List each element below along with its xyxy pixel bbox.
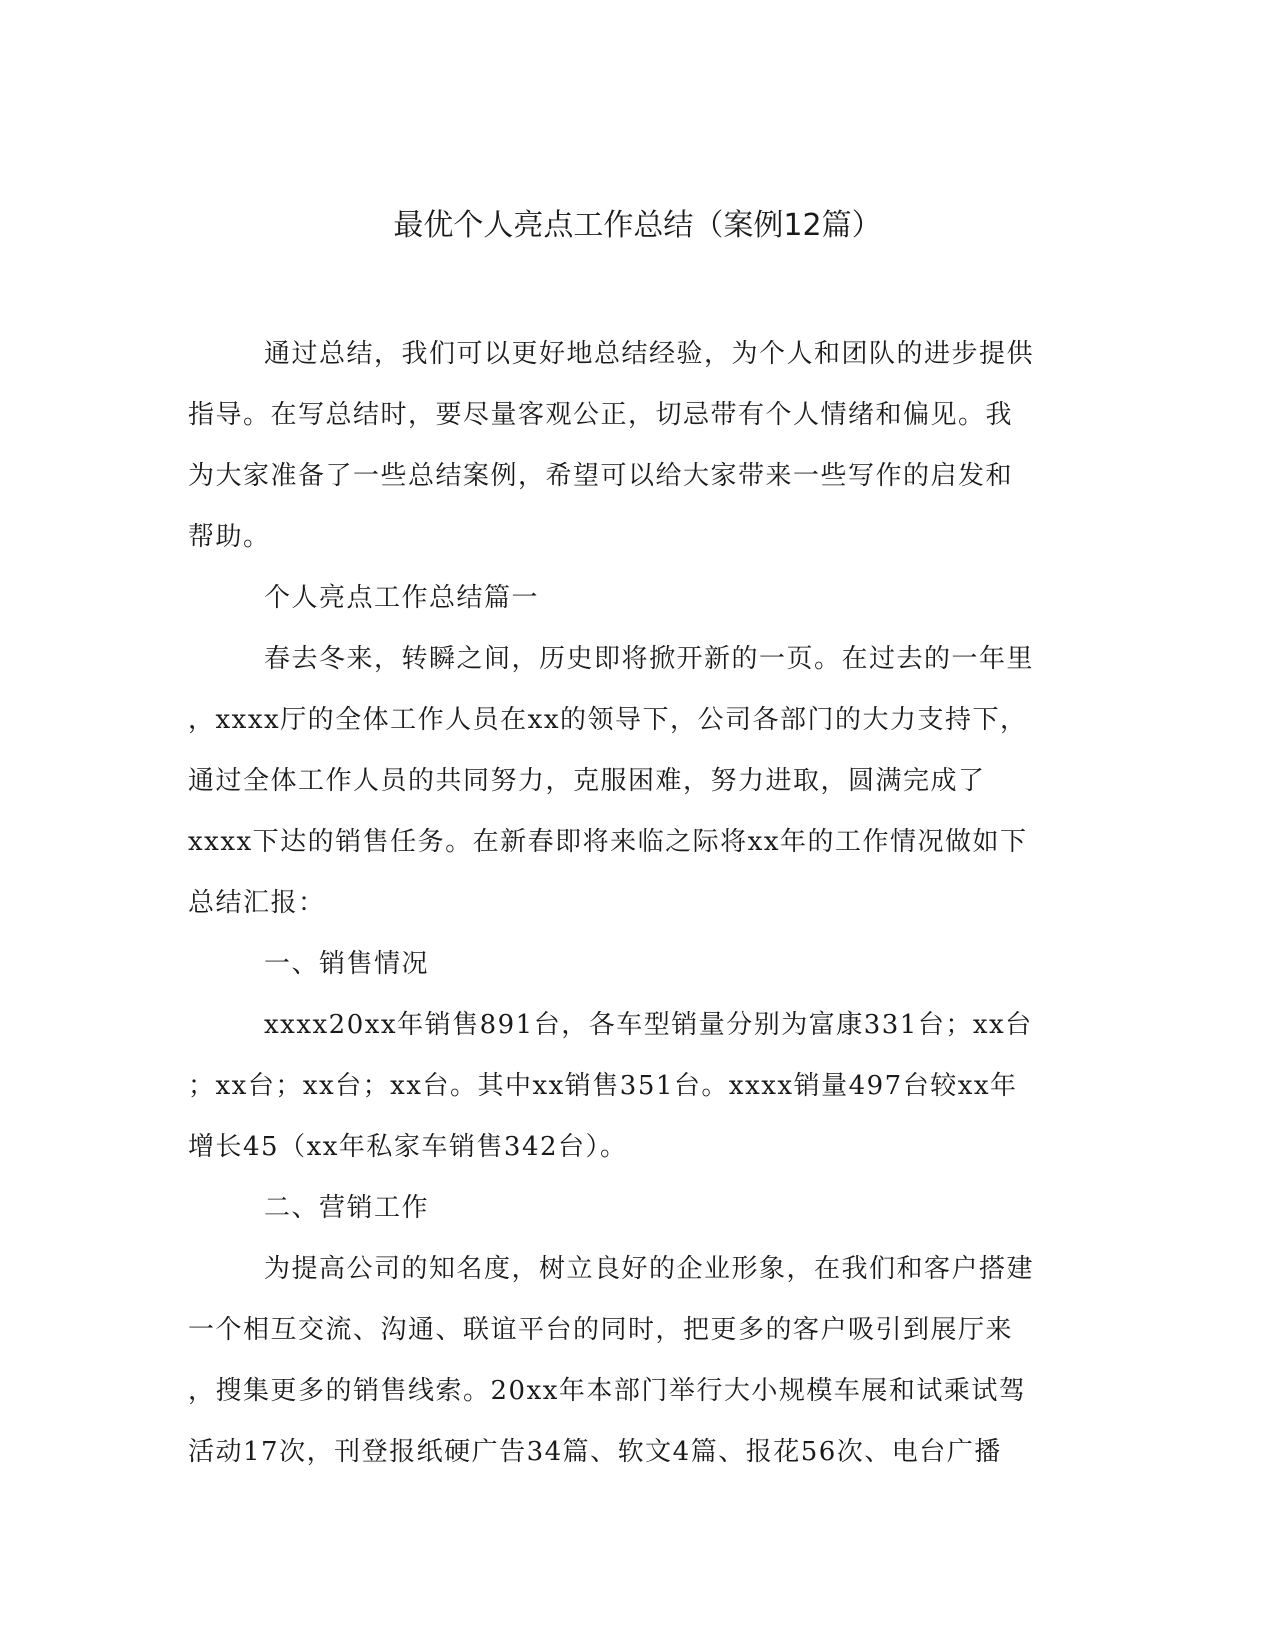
text-line: 帮助。 [188,522,271,552]
document-body [188,324,1068,1483]
text-line: 活动17次，刊登报纸硬广告34篇、软文4篇、报花56次、电台广播 [188,1437,1002,1467]
text-line: ，搜集更多的销售线索。20xx年本部门举行大小规模车展和试乘试驾 [188,1376,1027,1406]
text-line: 总结汇报： [188,888,326,918]
document-title: 最优个人亮点工作总结（案例12篇） [393,208,882,243]
section-heading: 个人亮点工作总结篇一 [264,583,540,613]
paragraph-marketing [188,1239,1068,1483]
text-line: ；xx台；xx台；xx台。其中xx销售351台。xxxx销量497台较xx年 [188,1071,1018,1101]
intro-paragraph [188,324,1068,568]
text-line: 通过全体工作人员的共同努力，克服困难，努力进取，圆满完成了 [188,766,986,796]
paragraph-one [188,629,1068,934]
text-line: 为大家准备了一些总结案例，希望可以给大家带来一些写作的启发和 [188,461,1014,491]
text-line: 增长45（xx年私家车销售342台）。 [188,1132,628,1162]
text-line: 春去冬来，转瞬之间，历史即将掀开新的一页。在过去的一年里 [264,644,1035,674]
text-line: 通过总结，我们可以更好地总结经验，为个人和团队的进步提供 [264,339,1035,369]
text-line: 指导。在写总结时，要尽量客观公正，切忌带有个人情绪和偏见。我 [188,400,1014,430]
sub-heading-marketing: 二、营销工作 [264,1193,430,1223]
paragraph-sales [188,995,1068,1178]
text-line: xxxx下达的销售任务。在新春即将来临之际将xx年的工作情况做如下 [188,827,1028,857]
sub-heading-sales: 一、销售情况 [264,949,430,979]
text-line: 一个相互交流、沟通、联谊平台的同时，把更多的客户吸引到展厅来 [188,1315,1014,1345]
text-line: xxxx20xx年销售891台，各车型销量分别为富康331台；xx台 [264,1010,1033,1040]
text-line: ，xxxx厅的全体工作人员在xx的领导下，公司各部门的大力支持下， [188,705,1028,735]
text-line: 为提高公司的知名度，树立良好的企业形象，在我们和客户搭建 [264,1254,1035,1284]
